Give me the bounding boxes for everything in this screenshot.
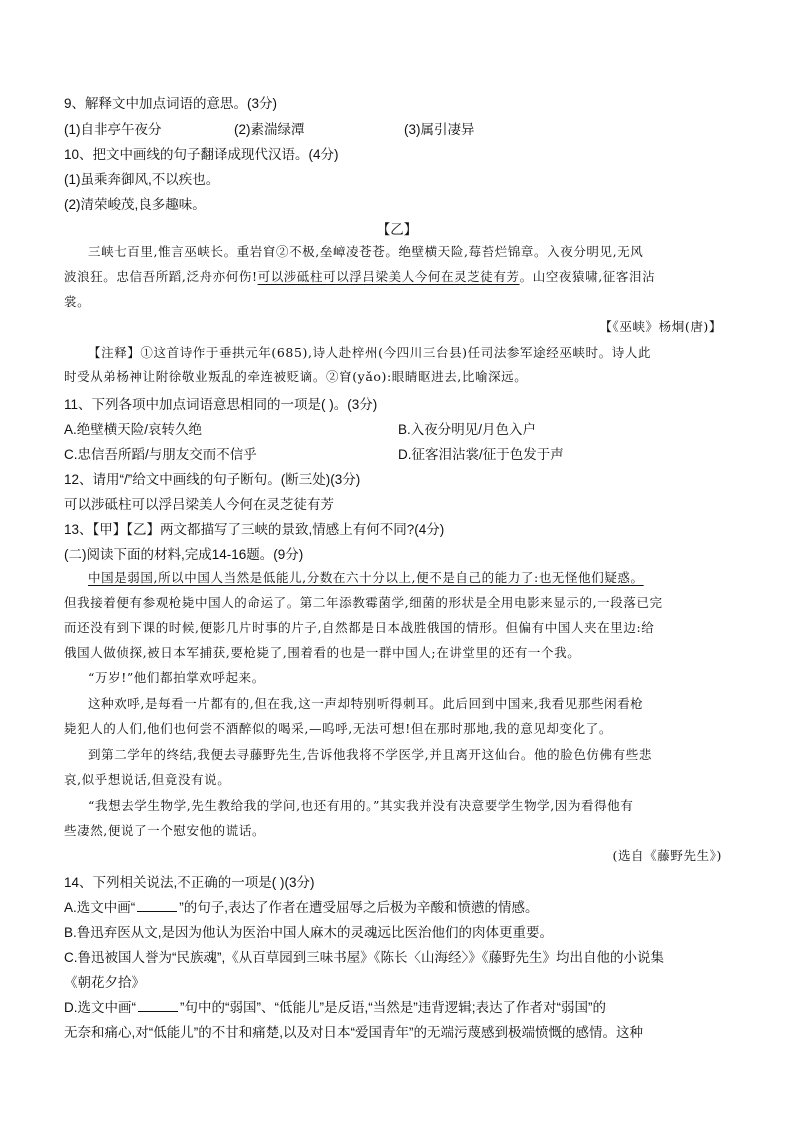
yi-note-line-2: 时受从弟杨神让附徐敬业叛乱的牵连被贬谪。②窅(yǎo):眼睛眍进去,比喻深远。 xyxy=(64,369,528,384)
q11-stem: 11、下列各项中加点词语意思相同的一项是( )。(3分) xyxy=(64,397,378,412)
blank-line xyxy=(138,999,178,1012)
q14-option-a-end: ”的句子,表达了作者在遭受屈辱之后极为辛酸和愤懑的情感。 xyxy=(179,900,539,915)
yi-source: 【《巫峡》杨炯(唐)】 xyxy=(599,319,722,334)
passage-line-8: 到第二学年的终结,我便去寻藤野先生,告诉他我将不学医学,并且离开这仙台。他的脸色仿佛有些悲 xyxy=(88,747,652,762)
yi-poem-line-3: 裳。 xyxy=(64,294,91,309)
q11-option-b: B.入夜分明见/月色入户 xyxy=(398,422,537,437)
q12-stem: 12、请用“/”给文中画线的句子断句。(断三处)(3分) xyxy=(64,472,361,487)
q14-option-d-start: D.选文中画“ xyxy=(64,1000,136,1015)
q11-option-a: A.绝壁横天险/哀转久绝 xyxy=(64,422,203,437)
passage-line-10: “我想去学生物学,先生教给我的学问,也还有用的。”其实我并没有决意要学生物学,因为看得他有 xyxy=(88,798,634,813)
yi-poem-line-2-start: 波浪狂。忠信吾所蹈,泛舟亦何伤! xyxy=(64,269,258,284)
passage-line-4: 俄国人做侦探,被日本军捕获,要枪毙了,围着看的也是一群中国人;在讲堂里的还有一个我。 xyxy=(64,645,581,660)
q14-option-d-line-2: 无奈和痛心,对“低能儿”的不甘和痛楚,以及对日本“爱国青年”的无端污蔑感到极端愤慨的感情。这种 xyxy=(64,1025,643,1040)
q11-option-d: D.征客泪沾裳/征于色发于声 xyxy=(398,447,564,462)
q12-text: 可以涉砥柱可以浮吕梁美人今何在灵芝徒有芳 xyxy=(64,497,334,512)
q14-option-a xyxy=(64,896,539,916)
yi-note-line-1: 【注释】①这首诗作于垂拱元年(685),诗人赴梓州(今四川三台县)任司法参军途经巫峡时。诗人此 xyxy=(88,345,652,360)
passage-line-11: 些凄然,便说了一个慰安他的谎话。 xyxy=(64,823,266,838)
q9-item-2: (2)素湍绿潭 xyxy=(234,122,305,137)
q9-items xyxy=(64,118,744,138)
q14-option-d-end: ”句中的“弱国”、“低能儿”是反语,“当然是”违背逻辑;表达了作者对“弱国”的 xyxy=(180,1000,606,1015)
q11-option-c: C.忠信吾所蹈/与朋友交而不信乎 xyxy=(64,447,257,462)
q14-stem: 14、下列相关说法,不正确的一项是( )(3分) xyxy=(64,875,315,890)
yi-poem-line-2 xyxy=(64,267,655,285)
passage-line-5: “万岁!”他们都拍掌欢呼起来。 xyxy=(88,670,265,685)
q10-item-2: (2)清荣峻茂,良多趣味。 xyxy=(64,197,206,212)
q14-option-b: B.鲁迅弃医从文,是因为他认为医治中国人麻木的灵魂远比医治他们的肉体更重要。 xyxy=(64,925,554,940)
blank-line xyxy=(137,899,177,912)
q9-stem: 9、解释文中加点词语的意思。(3分) xyxy=(64,96,278,111)
passage-line-2: 但我接着便有参观枪毙中国人的命运了。第二年添教霉菌学,细菌的形状是全用电影来显示的,一段落已完 xyxy=(64,595,663,610)
part2-heading: (二)阅读下面的材料,完成14-16题。(9分) xyxy=(64,547,304,562)
q14-option-c-line-2: 《朝花夕拾》 xyxy=(64,975,145,990)
yi-underlined-sentence: 可以涉砥柱可以浮吕梁美人今何在灵芝徒有芳 xyxy=(257,269,520,284)
q13-stem: 13、【甲】【乙】两文都描写了三峡的景致,情感上有何不同?(4分) xyxy=(64,522,445,537)
q10-stem: 10、把文中画线的句子翻译成现代汉语。(4分) xyxy=(64,147,339,162)
yi-poem-line-2-end: 。山空夜猿啸,征客泪沾 xyxy=(519,269,656,284)
q14-option-d xyxy=(64,996,606,1016)
passage-source: (选自《藤野先生》) xyxy=(612,848,722,863)
passage-line-3: 而还没有到下课的时候,便影几片时事的片子,自然都是日本战胜俄国的情形。但偏有中国人夹在里边:给 xyxy=(64,620,655,635)
q14-option-a-start: A.选文中画“ xyxy=(64,900,136,915)
q14-option-c-line-1: C.鲁迅被国人誉为“民族魂”,《从百草园到三味书屋》《陈长〈山海经〉》《藤野先生》均出自他的小说集 xyxy=(64,950,664,965)
q10-item-1: (1)虽乘奔御风,不以疾也。 xyxy=(64,172,220,187)
yi-poem-line-1: 三峡七百里,惟言巫峡长。重岩窅②不极,垒嶂凌苍苍。绝壁横天险,莓苔烂锦章。入夜分明见,无风 xyxy=(88,244,644,259)
yi-heading: 【乙】 xyxy=(376,222,418,237)
passage-line-7: 毙犯人的人们,他们也何尝不酒醉似的喝采,—呜呼,无法可想!但在那时那地,我的意见却变化了。 xyxy=(64,721,612,736)
passage-line-9: 哀,似乎想说话,但竟没有说。 xyxy=(64,772,231,787)
q9-item-1: (1)自非亭午夜分 xyxy=(64,122,162,137)
q9-item-3: (3)属引凄异 xyxy=(404,122,475,137)
passage-line-6: 这种欢呼,是每看一片都有的,但在我,这一声却特别听得刺耳。此后回到中国来,我看见那些闲看枪 xyxy=(88,696,644,711)
passage-underlined-sentence: 中国是弱国,所以中国人当然是低能儿,分数在六十分以上,便不是自己的能力了:也无怪他们疑惑。 xyxy=(88,570,644,585)
